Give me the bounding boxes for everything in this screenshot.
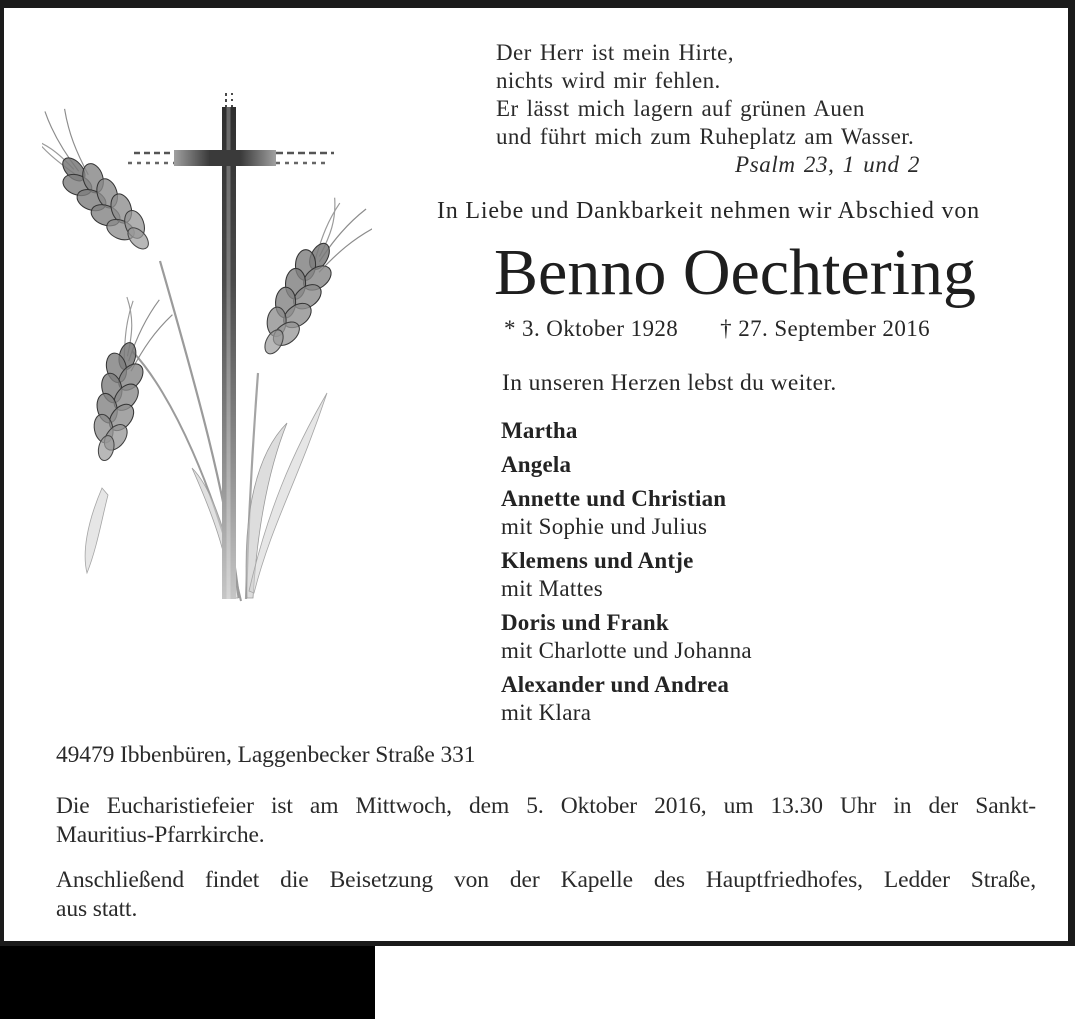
burial-paragraph-line: aus statt.: [56, 896, 138, 922]
psalm-verse-lines-line: Der Herr ist mein Hirte,: [496, 40, 734, 65]
mourner-group: [501, 417, 752, 445]
remembrance-motto: In unseren Herzen lebst du weiter.: [502, 370, 837, 396]
service-paragraph-line: Die Eucharistiefeier ist am Mittwoch, dem 5. Oktober 2016, um 13.30 Uhr in der Sankt-: [56, 793, 1036, 819]
wheat-ear-icon: [247, 189, 372, 370]
mourner-group: [501, 547, 752, 603]
mourner-group: [501, 451, 752, 479]
birth-date: * 3. Oktober 1928: [504, 316, 679, 341]
mourner-name: Martha: [501, 418, 578, 443]
mourner-sub: mit Sophie und Julius: [501, 514, 708, 539]
farewell-intro: In Liebe und Dankbarkeit nehmen wir Abschied von: [437, 198, 980, 224]
mourner-group: [501, 609, 752, 665]
mourner-name: Doris und Frank: [501, 610, 669, 635]
mourner-sub: mit Klara: [501, 700, 592, 725]
address-line: 49479 Ibbenbüren, Laggenbecker Straße 331: [56, 742, 476, 768]
service-paragraph-line: Mauritius-Pfarrkirche.: [56, 822, 265, 848]
wheat-ear-icon: [81, 290, 175, 468]
psalm-verse-lines-line: Er lässt mich lagern auf grünen Auen: [496, 96, 865, 121]
burial-paragraph-line: Anschließend findet die Beisetzung von der Kapelle des Hauptfriedhofes, Ledder Straße,: [56, 867, 1036, 893]
psalm-attribution: Psalm 23, 1 und 2: [735, 152, 920, 177]
psalm-verse-lines: [496, 39, 972, 151]
mourner-sub: mit Mattes: [501, 576, 604, 601]
psalm-verse-lines-line: nichts wird mir fehlen.: [496, 68, 721, 93]
service-paragraph: [56, 792, 1036, 850]
mourner-name: Annette und Christian: [501, 486, 727, 511]
burial-paragraph: [56, 866, 1036, 924]
mourner-group: [501, 485, 752, 541]
mourner-name: Klemens und Antje: [501, 548, 694, 573]
mourner-group: [501, 671, 752, 727]
mourners-list: [501, 417, 752, 733]
mourner-name: Angela: [501, 452, 572, 477]
cross-icon: [128, 93, 334, 599]
deceased-name: Benno Oechtering: [494, 236, 977, 309]
life-dates: [504, 316, 930, 342]
wheat-cross-illustration: [42, 93, 372, 623]
footer-block: [56, 741, 1036, 924]
death-date: † 27. September 2016: [720, 316, 931, 341]
mourner-name: Alexander und Andrea: [501, 672, 730, 697]
redacted-block: [0, 946, 375, 1019]
mourner-sub: mit Charlotte und Johanna: [501, 638, 752, 663]
psalm-verse: [496, 39, 972, 179]
psalm-verse-lines-line: und führt mich zum Ruheplatz am Wasser.: [496, 124, 915, 149]
wheat-ear-icon: [42, 100, 172, 263]
